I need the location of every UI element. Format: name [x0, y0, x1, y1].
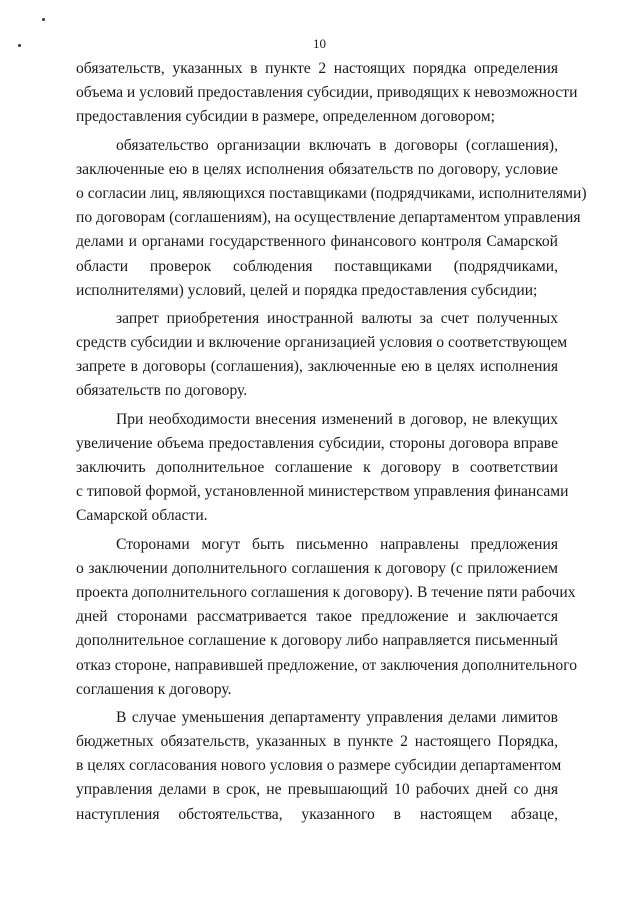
paragraph: [76, 307, 568, 404]
text-line: бюджетных обязательств, указанных в пункте 2 настоящего Порядка,: [76, 733, 558, 751]
text-line: дней сторонами рассматривается такое предложение и заключается: [76, 608, 558, 626]
text-line: дополнительное соглашение к договору либо направляется письменный: [76, 632, 558, 650]
text-line: заключенные ею в целях исполнения обязательств по договору, условие: [76, 160, 558, 178]
text-line: Сторонами могут быть письменно направлены предложения: [116, 535, 558, 553]
text-line: При необходимости внесения изменений в договор, не влекущих: [116, 410, 558, 428]
text-line: заключить дополнительное соглашение к договору в соответствии: [76, 459, 558, 476]
text-line: В случае уменьшения департаменту управления делами лимитов: [116, 708, 558, 726]
text-line: отказ стороне, направившей предложение, от заключения дополнительного: [76, 656, 577, 674]
page-number: 10: [313, 36, 326, 51]
paragraph: [76, 533, 577, 702]
text-line: запрет приобретения иностранной валюты за счет полученных: [116, 309, 558, 327]
document-body: [76, 57, 587, 827]
scan-speck: [42, 18, 45, 21]
text-line: Самарской области.: [76, 507, 208, 525]
paragraph: [76, 57, 578, 130]
text-line: запрете в договоры (соглашения), заключенные ею в целях исполнения: [76, 358, 558, 376]
text-line: соглашения к договору.: [76, 680, 232, 698]
text-line: средств субсидии и включение организацией условия о соответствующем: [76, 334, 568, 352]
text-line: управления делами в срок, не превышающий 10 рабочих дней со дня: [76, 781, 558, 799]
text-line: делами и органами государственного финансового контроля Самарской: [76, 233, 558, 251]
text-line: с типовой формой, установленной министерством управления финансами: [76, 483, 569, 501]
text-line: о согласии лиц, являющихся поставщиками (подрядчиками, исполнителями): [76, 184, 587, 202]
text-line: проекта дополнительного соглашения к договору). В течение пяти рабочих: [76, 583, 576, 601]
text-line: исполнителями) условий, целей и порядка предоставления субсидии;: [76, 281, 538, 299]
text-line: обязательств, указанных в пункте 2 настоящих порядка определения: [76, 60, 558, 77]
text-line: объема и условий предоставления субсидии, приводящих к невозможности: [76, 84, 578, 102]
text-line: обязательство организации включать в договоры (соглашения),: [116, 136, 558, 154]
text-line: увеличение объема предоставления субсидии, стороны договора вправе: [76, 434, 558, 452]
paragraph: [76, 408, 569, 529]
text-line: по договорам (соглашениям), на осуществление департаментом управления: [76, 209, 581, 227]
text-line: о заключении дополнительного соглашения к договору (с приложением: [76, 559, 558, 577]
paragraph: [76, 706, 562, 827]
text-line: в целях согласования нового условия о размере субсидии департаментом: [76, 757, 562, 775]
text-line: наступления обстоятельства, указанного в настоящем абзаце,: [76, 805, 558, 823]
text-line: обязательств по договору.: [76, 382, 248, 400]
text-line: области проверок соблюдения поставщиками (подрядчиками,: [76, 257, 558, 275]
text-line: предоставления субсидии в размере, определенном договором;: [76, 108, 495, 126]
paragraph: [76, 134, 587, 303]
